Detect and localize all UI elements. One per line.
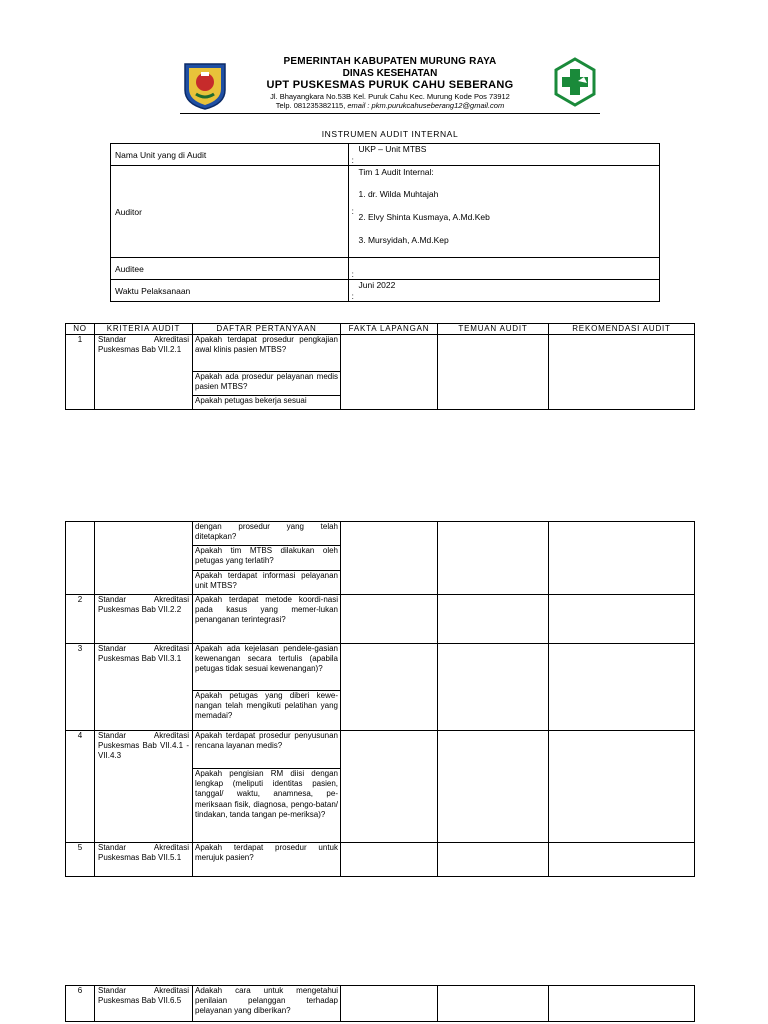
document-title: INSTRUMEN AUDIT INTERNAL	[321, 129, 459, 139]
audit-table-part-1	[65, 323, 695, 410]
question: Adakah cara untuk mengetahui penilaian pelanggan terhadap pelayanan yang diberikan?	[193, 986, 341, 1022]
table-row	[66, 986, 695, 1022]
temuan-cell	[438, 644, 549, 731]
header-government: PEMERINTAH KABUPATEN MURUNG RAYA	[283, 56, 497, 67]
question: Apakah ada kejelasan pendele-gasian kewenangan secara tertulis (apabila petugas tidak sesuai kewenangan)?	[193, 644, 341, 691]
waktu-value: Juni 2022	[357, 280, 660, 302]
table-row	[66, 731, 695, 769]
audit-table-part-2	[65, 521, 695, 877]
colon: :	[349, 280, 357, 302]
rekomendasi-cell	[549, 644, 695, 731]
col-kriteria: KRITERIA AUDIT	[95, 324, 193, 335]
row-kriteria: Standar Akreditasi Puskesmas Bab VII.4.1 - VII.4.3	[95, 731, 193, 843]
col-rekomendasi: REKOMENDASI AUDIT	[549, 324, 695, 335]
table-row	[66, 522, 695, 546]
table-row	[66, 335, 695, 372]
question: Apakah terdapat informasi pelayanan unit MTBS?	[193, 571, 341, 595]
auditor-list	[357, 166, 660, 258]
header-department: DINAS KESEHATAN	[342, 68, 438, 79]
auditor-2: 2. Elvy Shinta Kusmaya, A.Md.Keb	[358, 212, 490, 222]
col-temuan: TEMUAN AUDIT	[438, 324, 549, 335]
question: Apakah pengisian RM diisi dengan lengkap (meliputi identitas pasien, tanggal/ waktu, anamnesa, pe-meriksaan fisik, diagnosa, pengo-batan/ tindakan, tanda tangan pe-meriksa)?	[193, 769, 341, 843]
temuan-cell	[438, 731, 549, 843]
unit-value: UKP – Unit MTBS	[357, 144, 660, 166]
row-no: 2	[66, 595, 95, 644]
rekomendasi-cell	[549, 595, 695, 644]
row-no: 6	[66, 986, 95, 1022]
col-no: NO	[66, 324, 95, 335]
table-row	[66, 595, 695, 644]
row-kriteria: Standar Akreditasi Puskesmas Bab VII.2.1	[95, 335, 193, 410]
audit-table-part-3	[65, 985, 695, 1022]
fakta-cell	[341, 843, 438, 877]
row-kriteria: Standar Akreditasi Puskesmas Bab VII.6.5	[95, 986, 193, 1022]
auditor-3: 3. Mursyidah, A.Md.Kep	[358, 235, 449, 245]
row-kriteria: Standar Akreditasi Puskesmas Bab VII.5.1	[95, 843, 193, 877]
question: Apakah terdapat prosedur penyusunan rencana layanan medis?	[193, 731, 341, 769]
header-phone: Telp. 081235382115,	[275, 101, 348, 110]
question: Apakah petugas yang diberi kewe-nangan telah mengikuti pelatihan yang memadai?	[193, 691, 341, 731]
rekomendasi-cell	[549, 335, 695, 410]
row-kriteria: Standar Akreditasi Puskesmas Bab VII.3.1	[95, 644, 193, 731]
fakta-cell	[341, 335, 438, 410]
auditee-value	[357, 258, 660, 280]
row-kriteria	[95, 522, 193, 595]
auditor-1: 1. dr. Wilda Muhtajah	[358, 189, 439, 199]
col-fakta: FAKTA LAPANGAN	[341, 324, 438, 335]
question: Apakah tim MTBS dilakukan oleh petugas yang terlatih?	[193, 546, 341, 571]
row-no	[66, 522, 95, 595]
auditor-team: Tim 1 Audit Internal:	[358, 167, 434, 177]
unit-label: Nama Unit yang di Audit	[111, 144, 349, 166]
audit-info-table	[110, 143, 660, 302]
puskesmas-cross-icon	[553, 57, 597, 107]
table-row	[66, 644, 695, 691]
rekomendasi-cell	[549, 986, 695, 1022]
row-no: 1	[66, 335, 95, 410]
temuan-cell	[438, 843, 549, 877]
temuan-cell	[438, 335, 549, 410]
row-kriteria: Standar Akreditasi Puskesmas Bab VII.2.2	[95, 595, 193, 644]
rekomendasi-cell	[549, 843, 695, 877]
colon: :	[349, 144, 357, 166]
question: Apakah terdapat prosedur untuk merujuk pasien?	[193, 843, 341, 877]
fakta-cell	[341, 595, 438, 644]
rekomendasi-cell	[549, 731, 695, 843]
temuan-cell	[438, 595, 549, 644]
fakta-cell	[341, 522, 438, 595]
row-no: 5	[66, 843, 95, 877]
colon: :	[349, 258, 357, 280]
question: Apakah terdapat prosedur pengkajian awal klinis pasien MTBS?	[193, 335, 341, 372]
question: Apakah ada prosedur pelayanan medis pasien MTBS?	[193, 372, 341, 396]
fakta-cell	[341, 644, 438, 731]
header-address: Jl. Bhayangkara No.53B Kel. Puruk Cahu Kec. Murung Kode Pos 73912	[270, 92, 510, 101]
header-contact	[230, 101, 550, 110]
temuan-cell	[438, 522, 549, 595]
question: Apakah petugas bekerja sesuai	[193, 396, 341, 410]
header-email: email : pkm.purukcahuseberang12@gmail.com	[347, 101, 505, 110]
fakta-cell	[341, 986, 438, 1022]
fakta-cell	[341, 731, 438, 843]
row-no: 3	[66, 644, 95, 731]
row-no: 4	[66, 731, 95, 843]
murung-raya-emblem-icon	[181, 60, 229, 110]
header-institution: UPT PUSKESMAS PURUK CAHU SEBERANG	[266, 79, 514, 91]
auditor-label: Auditor	[111, 166, 349, 258]
waktu-label: Waktu Pelaksanaan	[111, 280, 349, 302]
colon: :	[349, 166, 357, 258]
temuan-cell	[438, 986, 549, 1022]
rekomendasi-cell	[549, 522, 695, 595]
col-pertanyaan: DAFTAR PERTANYAAN	[193, 324, 341, 335]
question: dengan prosedur yang telah ditetapkan?	[193, 522, 341, 546]
header-divider	[180, 113, 600, 114]
table-row	[66, 843, 695, 877]
question: Apakah terdapat metode koordi-nasi pada kasus yang memer-lukan penanganan terintegrasi?	[193, 595, 341, 644]
auditee-label: Auditee	[111, 258, 349, 280]
